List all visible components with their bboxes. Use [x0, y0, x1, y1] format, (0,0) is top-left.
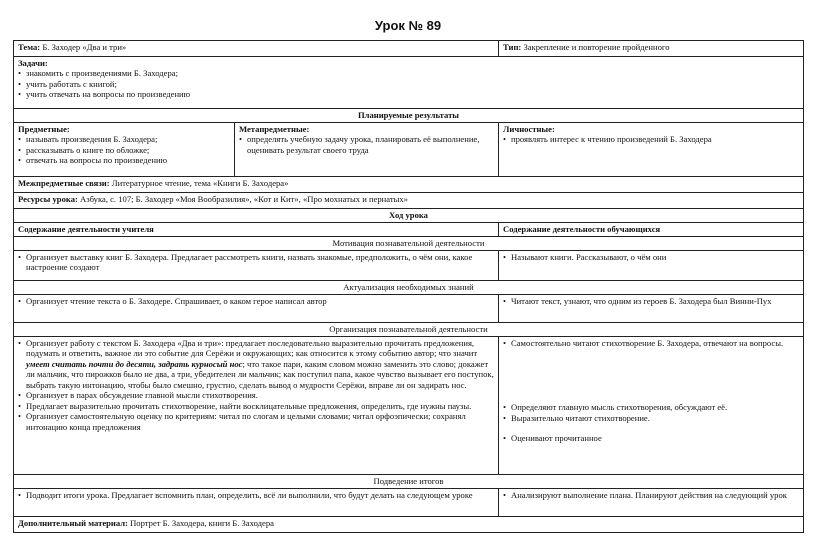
stage-title: Подведение итогов	[14, 475, 804, 489]
list-item: • Предлагает выразительно прочитать стихотворение, найти восклицательные предложения, определить, где нужны паузы.	[18, 401, 494, 411]
interdisciplinary-label: Межпредметные связи:	[18, 178, 110, 188]
additional-material-cell	[14, 517, 804, 533]
list-item: • Оценивают прочитанное	[503, 433, 799, 443]
list-item: • отвечать на вопросы по произведению	[18, 155, 230, 165]
teacher-text-part: Организует работу с текстом Б. Заходера «Два и три»: предлагает последовательно выразительно прочитать предложения, подумать и ответить, важное ли это событие для Серёжи и окружающих; как относится к этому событию автор; что значит	[26, 338, 478, 359]
list-item: • учить отвечать на вопросы по произведению	[18, 89, 799, 99]
resources-label: Ресурсы урока:	[18, 194, 78, 204]
teacher-activity-list	[18, 252, 494, 273]
student-activity-cell	[499, 251, 804, 281]
student-activity-cell	[499, 489, 804, 517]
list-item: • знакомить с произведениями Б. Заходера;	[18, 68, 799, 78]
stage-title: Мотивация познавательной деятельности	[14, 237, 804, 251]
student-column-header: Содержание деятельности обучающихся	[499, 223, 804, 237]
stage-title: Организация познавательной деятельности	[14, 323, 804, 337]
type-value: Закрепление и повторение пройденного	[523, 42, 670, 52]
personal-results-cell	[499, 123, 804, 177]
teacher-activity-cell	[14, 337, 499, 475]
resources-value: Азбука, с. 107; Б. Заходер «Моя Вообразилия», «Кот и Кит», «Про мохнатых и пернатых»	[80, 194, 408, 204]
student-activity-cell	[499, 337, 804, 475]
topic-row	[14, 41, 804, 57]
student-activity-list	[503, 338, 799, 444]
list-item: • Организует в парах обсуждение главной мысли стихотворения.	[18, 390, 494, 400]
stage-content-row	[14, 489, 804, 517]
list-item: • Читают текст, узнают, что одним из героев Б. Заходера был Винни-Пух	[503, 296, 799, 306]
interdisciplinary-value: Литературное чтение, тема «Книги Б. Заходера»	[111, 178, 289, 188]
list-item: • Самостоятельно читают стихотворение Б. Заходера, отвечают на вопросы.	[503, 338, 799, 348]
tasks-list	[18, 68, 799, 99]
stage-content-row	[14, 295, 804, 323]
list-item: • называть произведения Б. Заходера;	[18, 134, 230, 144]
meta-results-list	[239, 134, 494, 155]
teacher-activity-cell	[14, 251, 499, 281]
planned-results-row	[14, 123, 804, 177]
topic-value: Б. Заходер «Два и три»	[42, 42, 127, 52]
list-item: • Определяют главную мысль стихотворения, обсуждают её.	[503, 402, 799, 412]
tasks-cell	[14, 57, 804, 109]
list-item: • Называют книги. Рассказывают, о чём они	[503, 252, 799, 262]
tasks-label: Задачи:	[18, 58, 48, 68]
subject-results-cell	[14, 123, 235, 177]
list-item: • Подводит итоги урока. Предлагает вспомнить план, определить, всё ли выполнили, что будут делать на следующем уроке	[18, 490, 494, 500]
planned-results-heading: Планируемые результаты	[14, 109, 804, 123]
meta-results-label: Метапредметные:	[239, 124, 310, 134]
teacher-activity-list	[18, 338, 494, 432]
interdisciplinary-row	[14, 177, 804, 193]
list-item	[18, 338, 494, 390]
list-item: • Выразительно читают стихотворение.	[503, 413, 799, 423]
lesson-flow-heading-row	[14, 209, 804, 223]
student-activity-list	[503, 252, 799, 262]
additional-material-row	[14, 517, 804, 533]
stage-content-row	[14, 251, 804, 281]
list-item: • Организует самостоятельную оценку по критериям: читал по слогам и целыми словами; читал орфоэпически; сохранял интонацию конца предложения	[18, 411, 494, 432]
resources-row	[14, 193, 804, 209]
list-item: • учить работать с книгой;	[18, 79, 799, 89]
teacher-text-emphasis: умеет считать почти до десяти, задрать курносый нос	[26, 358, 243, 369]
list-item: • Организует выставку книг Б. Заходера. Предлагает рассмотреть книги, назвать знакомые, предположить, о чём они, какое настроение создают	[18, 252, 494, 273]
resources-cell	[14, 193, 804, 209]
teacher-text-part: ; что такое пари, каким словом можно заменить это слово; докажет ли мальчик, что пирожков было не два, а три, убедителен ли мальчик; как поступил папа, какое чувство вызывает его поступок, выбрать такую интонацию, чтобы было смешно, грустно, сделать вывод о мудрости Серёжи, вправе ли он задирать нос.	[26, 358, 494, 390]
personal-results-label: Личностные:	[503, 124, 555, 134]
lesson-flow-heading: Ход урока	[14, 209, 804, 223]
stage-content-row	[14, 337, 804, 475]
stage-title-row	[14, 323, 804, 337]
additional-material-value: Портрет Б. Заходера, книги Б. Заходера	[130, 518, 274, 528]
interdisciplinary-cell	[14, 177, 804, 193]
teacher-activity-cell	[14, 489, 499, 517]
stage-title: Актуализация необходимых знаний	[14, 281, 804, 295]
subject-results-list	[18, 134, 230, 165]
subject-results-label: Предметные:	[18, 124, 70, 134]
student-activity-list	[503, 296, 799, 306]
additional-material-label: Дополнительный материал:	[18, 518, 128, 528]
list-item: • проявлять интерес к чтению произведений Б. Заходера	[503, 134, 799, 144]
type-cell	[499, 41, 804, 57]
lesson-plan-table	[13, 40, 804, 533]
planned-results-heading-row	[14, 109, 804, 123]
list-item: • рассказывать о книге по обложке;	[18, 145, 230, 155]
meta-results-cell	[235, 123, 499, 177]
personal-results-list	[503, 134, 799, 144]
teacher-column-header: Содержание деятельности учителя	[14, 223, 499, 237]
list-item: • определять учебную задачу урока, планировать её выполнение, оценивать результат своего труда	[239, 134, 494, 155]
tasks-row	[14, 57, 804, 109]
teacher-activity-cell	[14, 295, 499, 323]
stage-title-row	[14, 281, 804, 295]
topic-label: Тема:	[18, 42, 41, 52]
stage-title-row	[14, 237, 804, 251]
student-activity-cell	[499, 295, 804, 323]
stage-title-row	[14, 475, 804, 489]
type-label: Тип:	[503, 42, 522, 52]
list-item: • Организует чтение текста о Б. Заходере. Спрашивает, о каком герое написал автор	[18, 296, 494, 306]
column-headers-row	[14, 223, 804, 237]
topic-cell	[14, 41, 499, 57]
student-activity-list	[503, 490, 799, 500]
page-title: Урок № 89	[374, 18, 442, 33]
teacher-activity-list	[18, 296, 494, 306]
teacher-activity-list	[18, 490, 494, 500]
list-item: • Анализируют выполнение плана. Планируют действия на следующий урок	[503, 490, 799, 500]
